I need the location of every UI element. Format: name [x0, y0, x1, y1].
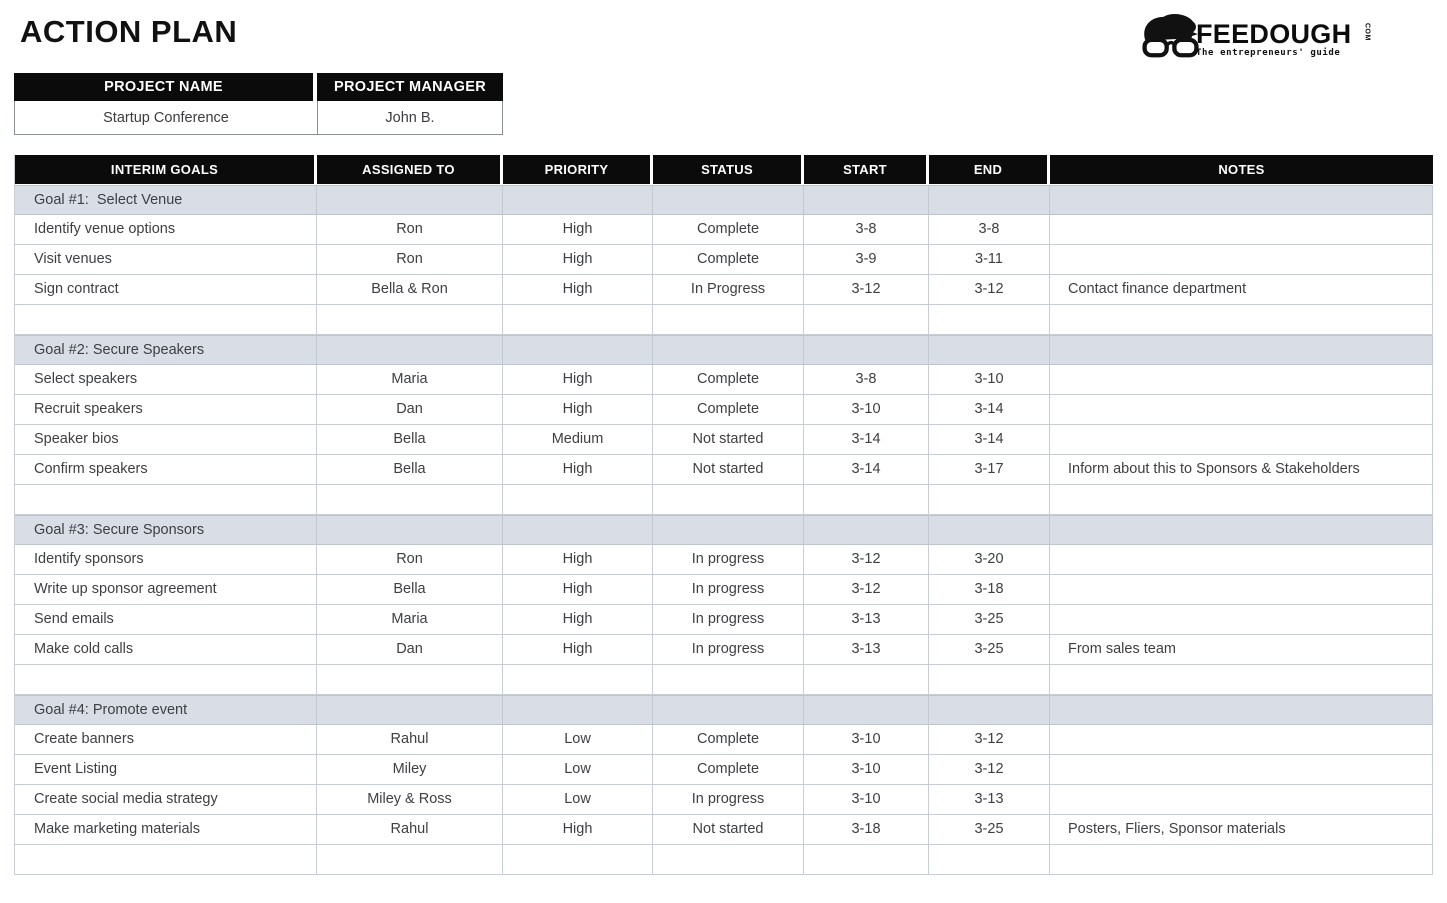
goal-filler-cell — [1050, 515, 1433, 545]
cell-status: Complete — [653, 725, 804, 755]
logo-text — [1196, 21, 1379, 58]
project-manager-header: PROJECT MANAGER — [317, 73, 503, 101]
goal-label: Goal #4: Promote event — [15, 695, 317, 725]
cell-end: 3-17 — [929, 455, 1050, 485]
goal-filler-cell — [653, 515, 804, 545]
empty-cell — [15, 845, 317, 875]
cell-assigned-to: Rahul — [317, 815, 503, 845]
goal-filler-cell — [653, 695, 804, 725]
cell-start: 3-12 — [804, 575, 929, 605]
empty-row — [15, 305, 1434, 335]
goal-filler-cell — [929, 335, 1050, 365]
table-row — [15, 725, 1434, 755]
cell-priority: High — [503, 455, 653, 485]
empty-cell — [503, 665, 653, 695]
cell-end: 3-12 — [929, 755, 1050, 785]
cell-start: 3-12 — [804, 275, 929, 305]
cell-end: 3-8 — [929, 215, 1050, 245]
table-row — [15, 215, 1434, 245]
cell-priority: Medium — [503, 425, 653, 455]
cell-priority: High — [503, 635, 653, 665]
empty-cell — [929, 665, 1050, 695]
cell-end: 3-11 — [929, 245, 1050, 275]
table-row — [15, 635, 1434, 665]
cell-task: Event Listing — [15, 755, 317, 785]
table-row — [15, 425, 1434, 455]
empty-cell — [804, 845, 929, 875]
goal-section-row — [15, 335, 1434, 365]
cell-end: 3-12 — [929, 275, 1050, 305]
column-header-interim-goals: INTERIM GOALS — [15, 155, 317, 185]
cell-status: In progress — [653, 635, 804, 665]
cell-notes — [1050, 605, 1433, 635]
goal-filler-cell — [317, 185, 503, 215]
cell-notes: From sales team — [1050, 635, 1433, 665]
goal-section-row — [15, 515, 1434, 545]
cell-assigned-to: Bella & Ron — [317, 275, 503, 305]
cell-status: Complete — [653, 755, 804, 785]
cell-task: Write up sponsor agreement — [15, 575, 317, 605]
cell-assigned-to: Bella — [317, 455, 503, 485]
project-name-value: Startup Conference — [14, 101, 317, 135]
goal-filler-cell — [653, 185, 804, 215]
goal-section-row — [15, 695, 1434, 725]
goal-filler-cell — [804, 695, 929, 725]
cell-start: 3-10 — [804, 755, 929, 785]
cell-status: In progress — [653, 575, 804, 605]
column-header-notes: NOTES — [1050, 155, 1433, 185]
cell-assigned-to: Miley — [317, 755, 503, 785]
cell-notes — [1050, 425, 1433, 455]
empty-cell — [929, 485, 1050, 515]
goal-filler-cell — [503, 185, 653, 215]
cell-end: 3-20 — [929, 545, 1050, 575]
cell-start: 3-9 — [804, 245, 929, 275]
table-row — [15, 815, 1434, 845]
empty-cell — [653, 485, 804, 515]
cell-end: 3-25 — [929, 815, 1050, 845]
cell-assigned-to: Miley & Ross — [317, 785, 503, 815]
feedough-logo — [1142, 13, 1379, 61]
empty-cell — [804, 305, 929, 335]
goal-filler-cell — [804, 185, 929, 215]
empty-cell — [929, 305, 1050, 335]
goal-filler-cell — [1050, 335, 1433, 365]
cell-status: Not started — [653, 425, 804, 455]
cell-priority: High — [503, 245, 653, 275]
cell-task: Select speakers — [15, 365, 317, 395]
cell-start: 3-18 — [804, 815, 929, 845]
page-title: ACTION PLAN — [20, 14, 238, 49]
cell-priority: Low — [503, 785, 653, 815]
table-row — [15, 245, 1434, 275]
empty-cell — [15, 485, 317, 515]
cell-start: 3-10 — [804, 395, 929, 425]
cell-notes: Inform about this to Sponsors & Stakeholders — [1050, 455, 1433, 485]
cell-notes: Posters, Fliers, Sponsor materials — [1050, 815, 1433, 845]
cell-priority: High — [503, 575, 653, 605]
table-row — [15, 605, 1434, 635]
cell-priority: High — [503, 395, 653, 425]
cell-notes — [1050, 785, 1433, 815]
goal-filler-cell — [804, 515, 929, 545]
empty-cell — [503, 845, 653, 875]
face-with-glasses-icon — [1142, 13, 1200, 61]
goal-filler-cell — [929, 515, 1050, 545]
cell-start: 3-13 — [804, 605, 929, 635]
column-header-assigned-to: ASSIGNED TO — [317, 155, 503, 185]
empty-row — [15, 845, 1434, 875]
logo-brand: FEEDOUGH — [1196, 19, 1352, 49]
table-row — [15, 395, 1434, 425]
cell-notes — [1050, 725, 1433, 755]
cell-end: 3-14 — [929, 425, 1050, 455]
empty-cell — [317, 665, 503, 695]
cell-task: Sign contract — [15, 275, 317, 305]
cell-assigned-to: Bella — [317, 575, 503, 605]
goal-filler-cell — [317, 515, 503, 545]
project-name-header: PROJECT NAME — [14, 73, 317, 101]
empty-cell — [804, 485, 929, 515]
empty-cell — [503, 485, 653, 515]
empty-row — [15, 485, 1434, 515]
goal-filler-cell — [317, 695, 503, 725]
empty-row — [15, 665, 1434, 695]
empty-cell — [1050, 305, 1433, 335]
action-table-header-row — [15, 155, 1434, 185]
logo-com-suffix: COM — [1363, 23, 1371, 41]
empty-cell — [317, 845, 503, 875]
cell-assigned-to: Maria — [317, 605, 503, 635]
cell-task: Confirm speakers — [15, 455, 317, 485]
cell-start: 3-13 — [804, 635, 929, 665]
cell-task: Send emails — [15, 605, 317, 635]
cell-priority: High — [503, 215, 653, 245]
cell-assigned-to: Bella — [317, 425, 503, 455]
column-header-status: STATUS — [653, 155, 804, 185]
cell-status: In Progress — [653, 275, 804, 305]
cell-priority: High — [503, 365, 653, 395]
goal-filler-cell — [804, 335, 929, 365]
cell-start: 3-10 — [804, 725, 929, 755]
column-header-end: END — [929, 155, 1050, 185]
cell-start: 3-14 — [804, 455, 929, 485]
cell-status: Complete — [653, 395, 804, 425]
cell-assigned-to: Rahul — [317, 725, 503, 755]
table-row — [15, 575, 1434, 605]
project-info-table — [14, 73, 503, 135]
cell-status: In progress — [653, 545, 804, 575]
cell-priority: High — [503, 815, 653, 845]
cell-status: In progress — [653, 785, 804, 815]
cell-task: Visit venues — [15, 245, 317, 275]
empty-cell — [317, 485, 503, 515]
cell-status: Not started — [653, 815, 804, 845]
goal-section-row — [15, 185, 1434, 215]
cell-task: Identify venue options — [15, 215, 317, 245]
cell-task: Make cold calls — [15, 635, 317, 665]
empty-cell — [317, 305, 503, 335]
cell-priority: Low — [503, 755, 653, 785]
cell-notes — [1050, 575, 1433, 605]
cell-task: Make marketing materials — [15, 815, 317, 845]
cell-assigned-to: Ron — [317, 545, 503, 575]
column-header-start: START — [804, 155, 929, 185]
cell-status: Complete — [653, 245, 804, 275]
goal-filler-cell — [653, 335, 804, 365]
cell-task: Speaker bios — [15, 425, 317, 455]
cell-notes: Contact finance department — [1050, 275, 1433, 305]
cell-end: 3-25 — [929, 635, 1050, 665]
cell-notes — [1050, 395, 1433, 425]
goal-filler-cell — [317, 335, 503, 365]
table-row — [15, 275, 1434, 305]
empty-cell — [653, 305, 804, 335]
cell-assigned-to: Ron — [317, 245, 503, 275]
empty-cell — [653, 665, 804, 695]
cell-end: 3-25 — [929, 605, 1050, 635]
cell-notes — [1050, 365, 1433, 395]
cell-start: 3-10 — [804, 785, 929, 815]
cell-assigned-to: Ron — [317, 215, 503, 245]
empty-cell — [503, 305, 653, 335]
column-header-priority: PRIORITY — [503, 155, 653, 185]
goal-filler-cell — [503, 335, 653, 365]
table-row — [15, 545, 1434, 575]
cell-status: In progress — [653, 605, 804, 635]
goal-filler-cell — [929, 695, 1050, 725]
cell-task: Create social media strategy — [15, 785, 317, 815]
cell-status: Complete — [653, 215, 804, 245]
logo-tagline: The entrepreneurs' guide — [1196, 48, 1341, 58]
cell-priority: Low — [503, 725, 653, 755]
empty-cell — [1050, 845, 1433, 875]
cell-start: 3-8 — [804, 365, 929, 395]
cell-start: 3-8 — [804, 215, 929, 245]
action-table — [14, 155, 1434, 875]
empty-cell — [15, 665, 317, 695]
empty-cell — [15, 305, 317, 335]
cell-task: Recruit speakers — [15, 395, 317, 425]
project-manager-value: John B. — [317, 101, 503, 135]
cell-task: Identify sponsors — [15, 545, 317, 575]
empty-cell — [1050, 485, 1433, 515]
cell-end: 3-14 — [929, 395, 1050, 425]
cell-priority: High — [503, 605, 653, 635]
empty-cell — [804, 665, 929, 695]
cell-notes — [1050, 245, 1433, 275]
goal-filler-cell — [929, 185, 1050, 215]
cell-end: 3-10 — [929, 365, 1050, 395]
goal-filler-cell — [503, 695, 653, 725]
table-row — [15, 455, 1434, 485]
cell-priority: High — [503, 275, 653, 305]
table-row — [15, 365, 1434, 395]
cell-end: 3-12 — [929, 725, 1050, 755]
cell-notes — [1050, 545, 1433, 575]
cell-notes — [1050, 755, 1433, 785]
empty-cell — [929, 845, 1050, 875]
table-row — [15, 755, 1434, 785]
goal-filler-cell — [503, 515, 653, 545]
goal-filler-cell — [1050, 185, 1433, 215]
cell-start: 3-14 — [804, 425, 929, 455]
table-row — [15, 785, 1434, 815]
goal-label: Goal #1: Select Venue — [15, 185, 317, 215]
cell-end: 3-18 — [929, 575, 1050, 605]
empty-cell — [1050, 665, 1433, 695]
cell-status: Not started — [653, 455, 804, 485]
cell-assigned-to: Dan — [317, 395, 503, 425]
empty-cell — [653, 845, 804, 875]
cell-status: Complete — [653, 365, 804, 395]
goal-label: Goal #3: Secure Sponsors — [15, 515, 317, 545]
cell-assigned-to: Dan — [317, 635, 503, 665]
cell-start: 3-12 — [804, 545, 929, 575]
cell-task: Create banners — [15, 725, 317, 755]
cell-priority: High — [503, 545, 653, 575]
goal-label: Goal #2: Secure Speakers — [15, 335, 317, 365]
cell-notes — [1050, 215, 1433, 245]
cell-assigned-to: Maria — [317, 365, 503, 395]
cell-end: 3-13 — [929, 785, 1050, 815]
goal-filler-cell — [1050, 695, 1433, 725]
